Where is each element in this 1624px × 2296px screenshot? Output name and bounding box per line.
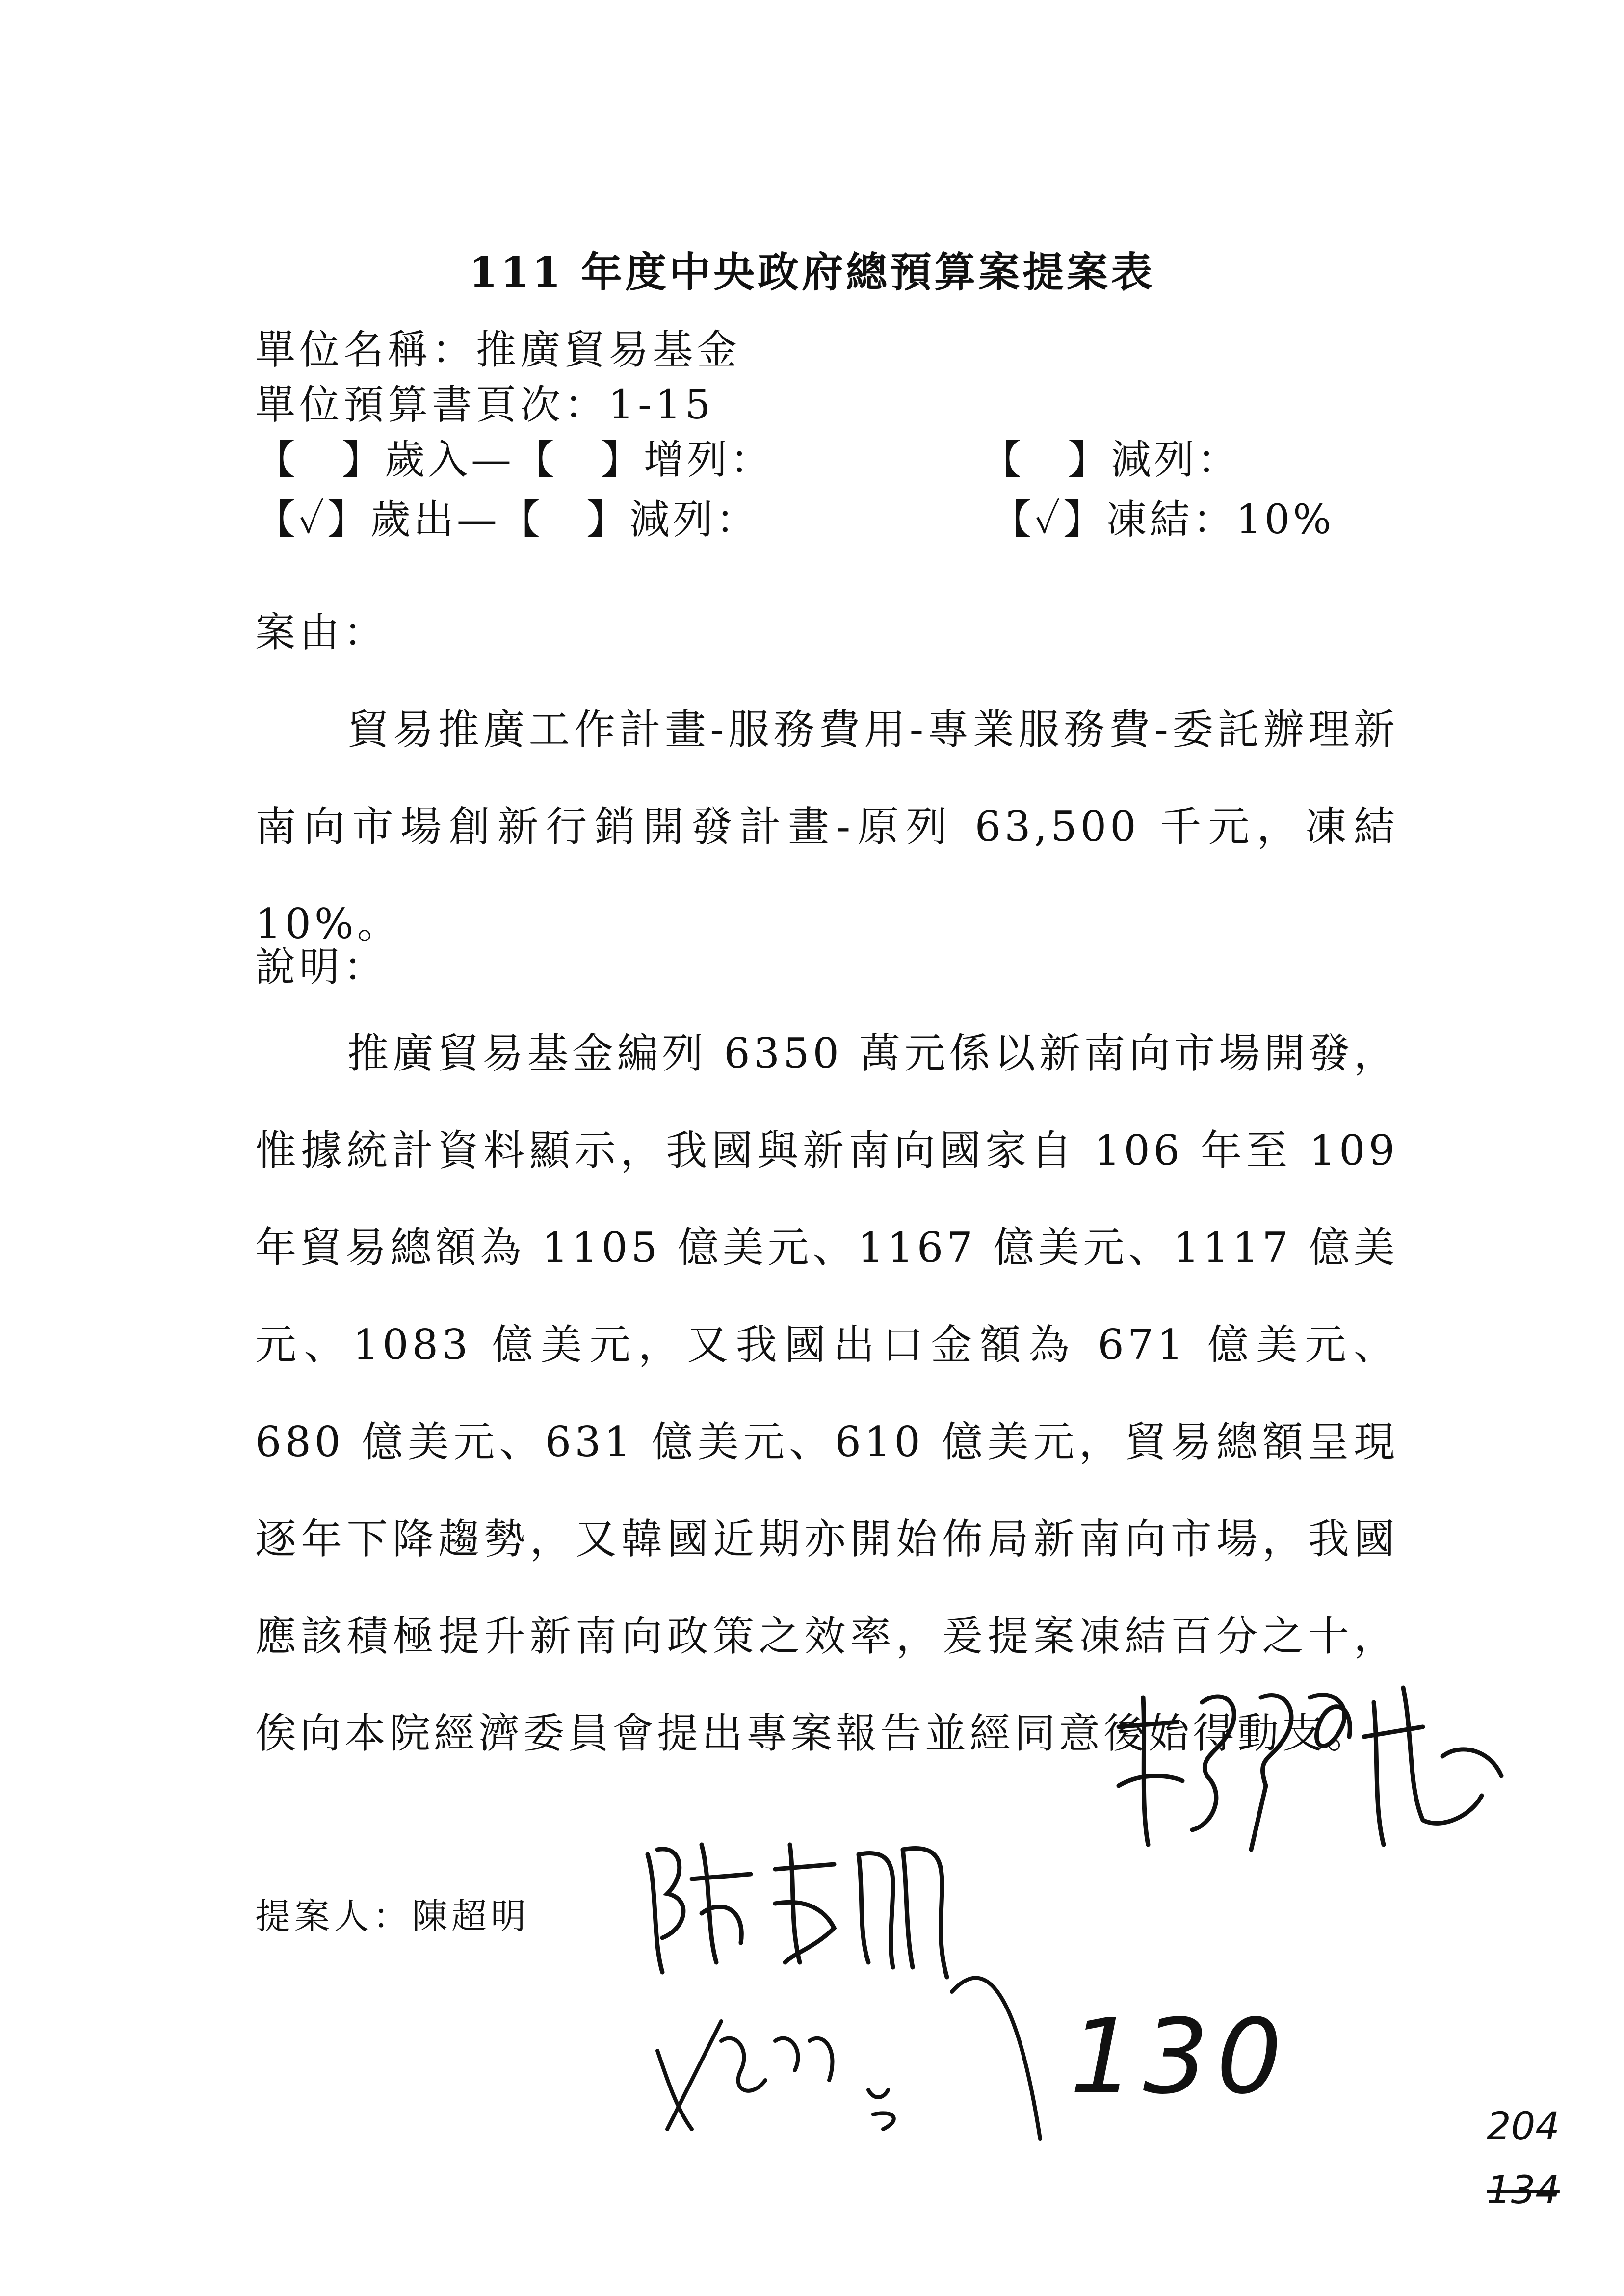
expenditure-row: [255, 488, 1335, 545]
expenditure-decrease-checkbox-group: 【✓】歲出—【 】減列：: [255, 496, 759, 543]
bottom-signature-scribble: [638, 1953, 1128, 2159]
page-number-bottom: 134: [1487, 2168, 1560, 2213]
reason-paragraph: 貿易推廣工作計畫-服務費用-專業服務費-委託辦理新南向市場創新行銷開發計畫-原列 63,500 千元，凍結 10%。: [255, 705, 1398, 948]
expenditure-freeze-checkbox-group: 【✓】凍結：10%: [991, 496, 1335, 543]
revenue-row: [255, 428, 1241, 485]
proposer-line: [255, 1888, 530, 1939]
unit-name-line: [255, 318, 741, 375]
budget-page-label: 單位預算書頁次：: [255, 382, 609, 428]
reason-label: 案由：: [255, 609, 388, 656]
proposer-label: 提案人：: [255, 1896, 413, 1937]
document-title: 111 年度中央政府總預算案提案表: [469, 248, 1155, 296]
revenue-increase-checkbox-group: 【 】歲入—【 】增列：: [255, 437, 774, 483]
proposer-name: 陳超明: [412, 1896, 530, 1937]
cosigner-signature: [1099, 1658, 1531, 1864]
unit-name-value: 推廣貿易基金: [476, 327, 741, 373]
unit-name-label: 單位名稱：: [255, 327, 476, 373]
page-number-top: 204: [1487, 2105, 1560, 2149]
budget-page-line: [255, 373, 714, 430]
explanation-label: 說明：: [255, 944, 388, 991]
revenue-decrease-checkbox-group: 【 】減列：: [981, 437, 1241, 483]
explanation-paragraph: 推廣貿易基金編列 6350 萬元係以新南向市場開發，惟據統計資料顯示，我國與新南向國家自 106 年至 109 年貿易總額為 1105 億美元、1167 億美元、1117 億美元、1083 億美元，又我國出口金額為 671 億美元、680 億美元、631 億美元、610 億美元，貿易總額呈現逐年下降趨勢，又韓國近期亦開始佈局新南向市場，我國應該積極提升新南向政策之效率，爰提案凍結百分之十，俟向本院經濟委員會提出專案報告並經同意後始得動支。: [255, 1029, 1398, 1757]
budget-page-value: 1-15: [608, 382, 715, 428]
handwritten-number: 130: [1070, 1997, 1290, 2117]
